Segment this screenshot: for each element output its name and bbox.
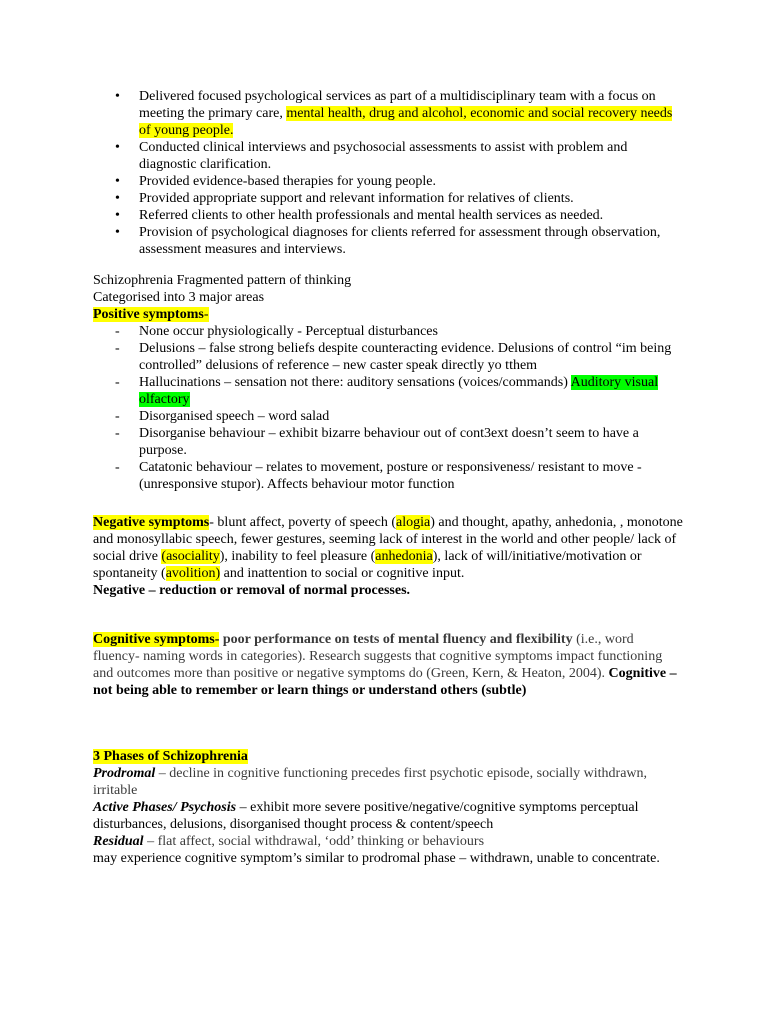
- dash-marker: -: [115, 324, 120, 339]
- list-item-text: Conducted clinical interviews and psychosocial assessments to assist with problem and diagnostic clarification.: [139, 140, 628, 172]
- prodromal-label: Prodromal: [93, 766, 156, 781]
- list-item: [93, 323, 683, 340]
- phases-section: [93, 748, 683, 867]
- dash-marker: -: [115, 426, 120, 441]
- schizophrenia-intro: [93, 272, 683, 323]
- paragraph-text: ) and thought, apathy, anhedonia, , monotone and monosyllabic speech, fewer gestures, seeming lack of interest in the world and other people/ lack of social drive: [93, 515, 683, 564]
- cognitive-summary: Cognitive – not being able to remember or learn things or understand others (subtle): [93, 666, 677, 698]
- list-item-text: Disorganise behaviour – exhibit bizarre behaviour out of cont3ext doesn’t seem to have a purpose.: [139, 426, 639, 458]
- list-item-text: Hallucinations – sensation not there: auditory sensations (voices/commands): [139, 375, 571, 390]
- paragraph-text: – exhibit more severe positive/negative/cognitive symptoms perceptual disturbances, delusions, disorganised thought process & content/speech: [93, 800, 639, 832]
- phases-heading-line: [93, 748, 683, 765]
- list-item-text: Delusions – false strong beliefs despite counteracting evidence. Delusions of control “im being controlled” delusions of reference – new caster speak directly yo tthem: [139, 341, 672, 373]
- list-item-text: Provided evidence-based therapies for young people.: [139, 174, 437, 189]
- paragraph-text: and inattention to social or cognitive input.: [220, 566, 465, 581]
- list-item: [93, 207, 683, 224]
- intro-line: Schizophrenia Fragmented pattern of thinking: [93, 273, 352, 288]
- bullet-marker: •: [115, 89, 120, 104]
- paragraph-text: – flat affect, social withdrawal, ‘odd’ thinking or behaviours: [143, 834, 485, 849]
- negative-symptoms-label: Negative symptoms: [93, 515, 210, 530]
- asociality-term: (asociality: [161, 549, 220, 564]
- list-item: [93, 459, 683, 493]
- dash-marker: -: [115, 341, 120, 356]
- paragraph-text: ), lack of will/initiative/motivation or spontaneity (: [93, 549, 642, 581]
- intro-line: Categorised into 3 major areas: [93, 290, 265, 305]
- list-item: [93, 374, 683, 408]
- bullet-marker: •: [115, 140, 120, 155]
- alogia-term: alogia: [396, 515, 431, 530]
- list-item: [93, 340, 683, 374]
- paragraph-text: - blunt affect, poverty of speech (: [209, 515, 396, 530]
- list-item: [93, 408, 683, 425]
- negative-paragraph: [93, 514, 683, 582]
- prodromal-paragraph: [93, 765, 683, 799]
- phases-heading: 3 Phases of Schizophrenia: [93, 749, 248, 764]
- list-item: [93, 139, 683, 173]
- list-item: [93, 173, 683, 190]
- list-item-text: Provided appropriate support and relevant information for relatives of clients.: [139, 191, 574, 206]
- residual-label: Residual: [93, 834, 144, 849]
- avolition-term: avolition): [165, 566, 221, 581]
- list-item: [93, 425, 683, 459]
- cognitive-paragraph: [93, 631, 683, 699]
- dash-marker: -: [115, 409, 120, 424]
- negative-symptoms-section: [93, 514, 683, 599]
- bullet-marker: •: [115, 225, 120, 240]
- paragraph-text: (i.e., word fluency- naming words in categories). Research suggests that cognitive symptoms impact functioning and outcomes more than positive or negative symptoms do (Green, Kern, & Heaton, 2004).: [93, 632, 663, 681]
- anhedonia-term: anhedonia: [375, 549, 433, 564]
- dash-marker: -: [115, 460, 120, 475]
- list-item-text: Provision of psychological diagnoses for clients referred for assessment through observation, assessment measures and interviews.: [139, 225, 661, 257]
- active-paragraph: [93, 799, 683, 833]
- responsibilities-list: [93, 88, 683, 258]
- list-item-text: Disorganised speech – word salad: [139, 409, 330, 424]
- list-item: [93, 88, 683, 139]
- list-item-text: Catatonic behaviour – relates to movement, posture or responsiveness/ resistant to move - (unresponsive stupor). Affects behaviour motor function: [139, 460, 642, 492]
- dash-marker: -: [115, 375, 120, 390]
- highlighted-text: Auditory visual olfactory: [139, 375, 659, 407]
- residual-paragraph: [93, 833, 683, 850]
- list-item-text: Delivered focused psychological services as part of a multidisciplinary team with a focus on meeting the primary care,: [139, 89, 656, 121]
- paragraph-text: – decline in cognitive functioning precedes first psychotic episode, socially withdrawn, irritable: [93, 766, 648, 798]
- list-item: [93, 224, 683, 258]
- cognitive-symptoms-label: Cognitive symptoms-: [93, 632, 220, 647]
- bullet-marker: •: [115, 208, 120, 223]
- bullet-marker: •: [115, 174, 120, 189]
- positive-symptoms-label: Positive symptoms: [93, 307, 204, 322]
- positive-heading: [93, 306, 683, 323]
- bullet-marker: •: [115, 191, 120, 206]
- highlighted-text: mental health, drug and alcohol, economic and social recovery needs of young people.: [139, 106, 673, 138]
- list-item-text: Referred clients to other health professionals and mental health services as needed.: [139, 208, 604, 223]
- residual-continuation: may experience cognitive symptom’s similar to prodromal phase – withdrawn, unable to concentrate.: [93, 851, 660, 866]
- positive-dash: -: [203, 307, 209, 322]
- active-label: Active Phases/ Psychosis: [93, 800, 237, 815]
- negative-summary: Negative – reduction or removal of normal processes.: [93, 583, 411, 598]
- list-item: [93, 190, 683, 207]
- cognitive-symptoms-section: [93, 631, 683, 699]
- positive-symptoms-list: [93, 323, 683, 493]
- paragraph-text: ), inability to feel pleasure (: [219, 549, 376, 564]
- list-item-text: None occur physiologically - Perceptual disturbances: [139, 324, 438, 339]
- cognitive-bold-text: poor performance on tests of mental fluency and flexibility: [219, 632, 573, 647]
